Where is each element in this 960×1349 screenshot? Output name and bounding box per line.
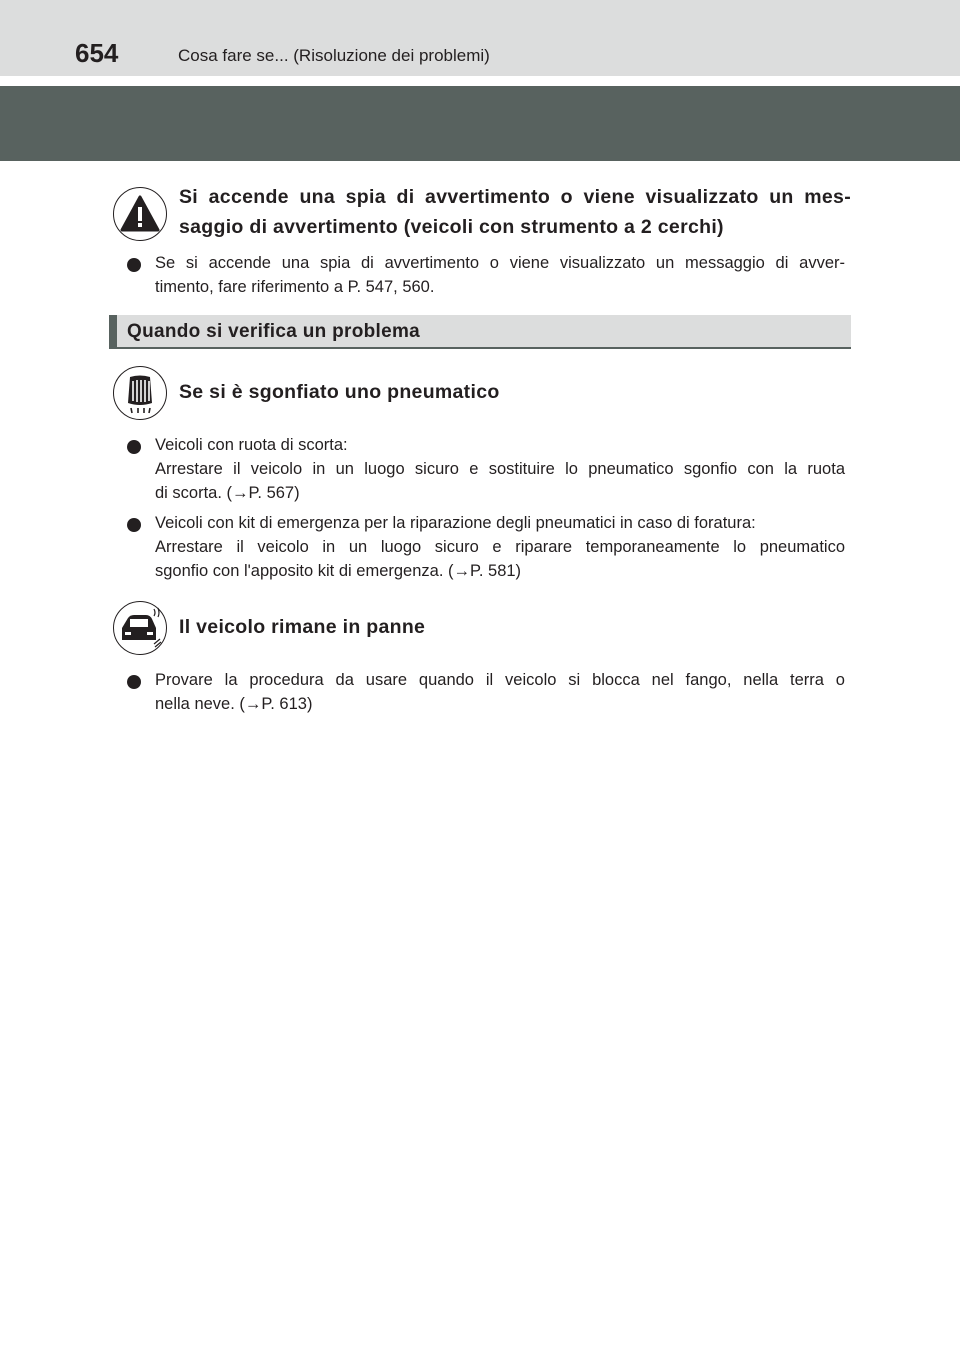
warning-paragraph — [155, 251, 845, 299]
bullet-icon — [127, 518, 141, 532]
bullet-icon — [127, 258, 141, 272]
bullet-icon — [127, 440, 141, 454]
tire-spare-line2: Arrestare il veicolo in un luogo sicuro e sostituire lo pneumatico sgonfio con la ruota — [155, 460, 845, 478]
flat-tire-icon — [113, 366, 167, 420]
page-header — [0, 0, 960, 76]
page-number: 654 — [75, 38, 119, 68]
stuck-title: Il veicolo rimane in panne — [179, 616, 426, 638]
stuck-paragraph-line1: Provare la procedura da usare quando il veicolo si blocca nel fango, nella terra o — [155, 671, 845, 689]
tire-title: Se si è sgonfiato uno pneumatico — [179, 381, 500, 403]
stuck-vehicle-icon — [113, 601, 167, 655]
header-divider — [0, 76, 960, 86]
warning-title-line1: Si accende una spia di avvertimento o viene visualizzato un mes- — [179, 186, 851, 208]
warning-paragraph-line2: timento, fare riferimento a P. 547, 560. — [155, 278, 435, 296]
section-title: Quando si verifica un problema — [127, 321, 421, 342]
stuck-paragraph — [155, 668, 845, 716]
tire-kit-line2: Arrestare il veicolo in un luogo sicuro e riparare temporaneamente lo pneumatico — [155, 538, 845, 556]
stuck-paragraph-line2: nella neve. (→P. 613) — [155, 695, 313, 713]
tire-spare-line1: Veicoli con ruota di scorta: — [155, 436, 348, 454]
tire-kit-line3: sgonfio con l'apposito kit di emergenza. (→P. 581) — [155, 562, 522, 580]
chapter-title: Cosa fare se... (Risoluzione dei problemi) — [178, 46, 490, 65]
warning-title — [179, 186, 851, 239]
section-accent — [109, 315, 117, 347]
tire-kit-line1: Veicoli con kit di emergenza per la riparazione degli pneumatici in caso di foratura: — [155, 514, 756, 532]
tire-spare-paragraph — [155, 433, 845, 505]
warning-paragraph-line1: Se si accende una spia di avvertimento o viene visualizzato un messaggio di avver- — [155, 254, 845, 272]
warning-exclamation-icon — [113, 187, 167, 241]
tire-spare-line3: di scorta. (→P. 567) — [155, 484, 300, 502]
bullet-icon — [127, 675, 141, 689]
tire-kit-paragraph — [155, 511, 845, 583]
header-band — [0, 86, 960, 161]
warning-title-line2: saggio di avvertimento (veicoli con strumento a 2 cerchi) — [179, 216, 724, 238]
section-heading — [109, 315, 851, 349]
